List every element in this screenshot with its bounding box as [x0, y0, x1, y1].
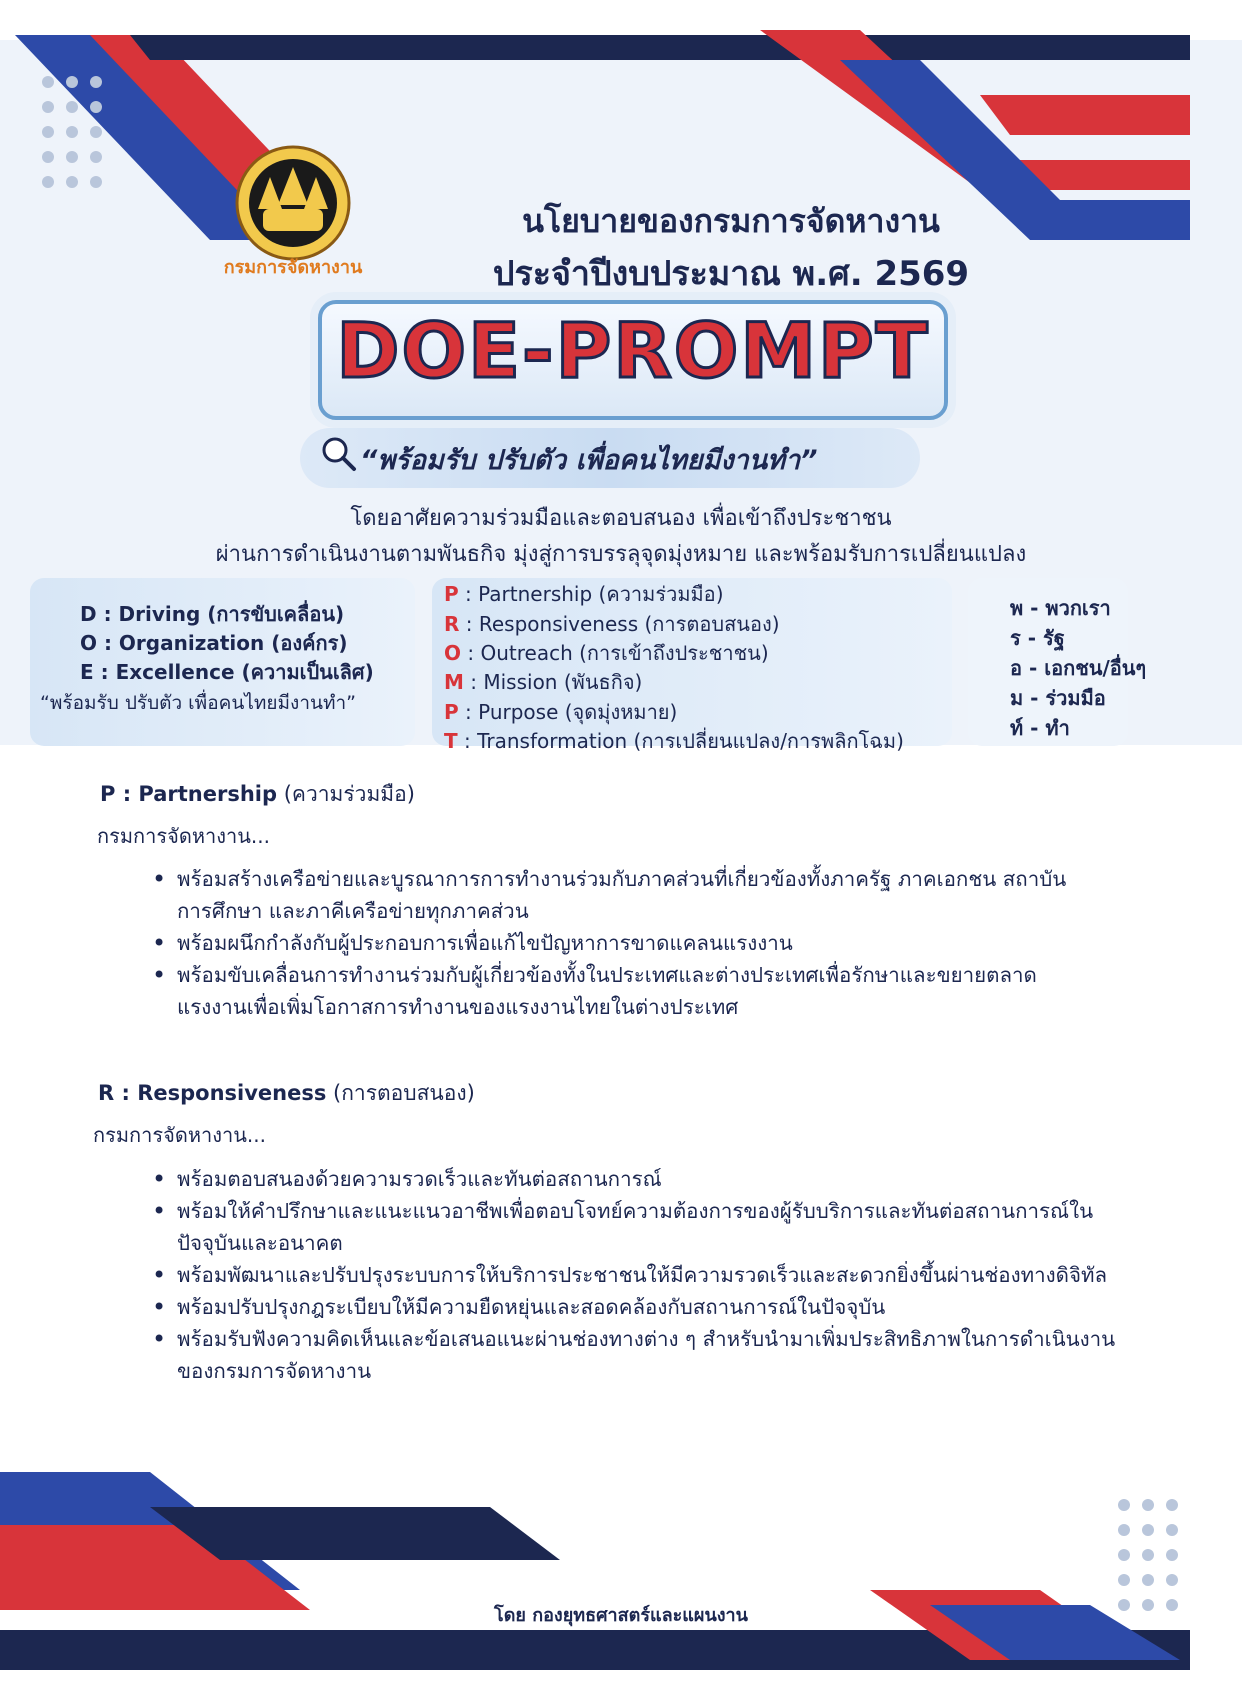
prompt-letter: O	[444, 641, 462, 665]
section-p-heading-bold: P : Partnership	[100, 782, 278, 806]
doe-item-o: O : Organization (องค์กร)	[80, 631, 348, 655]
prompt-text: : Mission (พันธกิจ)	[470, 670, 643, 694]
prompt-item	[444, 725, 904, 757]
prompt-letter: M	[444, 670, 464, 694]
prompt-item	[444, 578, 724, 610]
prompt-letter: T	[444, 729, 458, 753]
section-p-list	[152, 863, 1082, 1023]
title-line-2: ประจำปีงบประมาณ พ.ศ. 2569	[492, 254, 970, 294]
section-p-heading	[100, 778, 415, 811]
acronym-item: ท์ - ทำ	[1010, 716, 1070, 740]
list-item: • พร้อมพัฒนาและปรับปรุงระบบการให้บริการประชาชนให้มีความรวดเร็วและสะดวกยิ่งขึ้นผ่านช่องทางดิจิทัล	[152, 1259, 1142, 1291]
section-r-heading-rest: (การตอบสนอง)	[326, 1081, 475, 1105]
acronym-item: ม - ร่วมมือ	[1010, 686, 1106, 710]
acronym-item: อ - เอกชน/อื่นๆ	[1010, 656, 1147, 680]
doe-item-e: E : Excellence (ความเป็นเลิศ)	[80, 660, 374, 684]
doe-item-d: D : Driving (การขับเคลื่อน)	[80, 602, 345, 626]
section-r-heading	[98, 1077, 475, 1110]
prompt-text: : Transformation (การเปลี่ยนแปลง/การพลิกโฉม)	[464, 729, 904, 753]
intro-line-1: โดยอาศัยความร่วมมือและตอบสนอง เพื่อเข้าถึงประชาชน	[350, 506, 892, 531]
acronym-item: พ - พวกเรา	[1010, 596, 1111, 620]
section-p-sub: กรมการจัดหางาน...	[97, 824, 270, 848]
section-r-heading-bold: R : Responsiveness	[98, 1081, 327, 1105]
prompt-letter: P	[444, 700, 459, 724]
section-r-sub: กรมการจัดหางาน...	[93, 1123, 266, 1147]
prompt-text: : Responsiveness (การตอบสนอง)	[465, 612, 780, 636]
footer-credit: โดย กองยุทธศาสตร์และแผนงาน	[494, 1605, 748, 1626]
list-item: • พร้อมปรับปรุงกฎระเบียบให้มีความยืดหยุ่นและสอดคล้องกับสถานการณ์ในปัจจุบัน	[152, 1291, 1142, 1323]
slogan: “พร้อมรับ ปรับตัว เพื่อคนไทยมีงานทำ”	[360, 445, 818, 476]
logo-text: กรมการจัดหางาน	[223, 257, 363, 278]
prompt-text: : Partnership (ความร่วมมือ)	[465, 582, 724, 606]
magnifier-icon	[318, 434, 358, 474]
list-item: • พร้อมให้คำปรึกษาและแนะแนวอาชีพเพื่อตอบโจทย์ความต้องการของผู้รับบริการและทันต่อสถานการณ์ในปัจจุบันและอนาคต	[152, 1195, 1142, 1259]
title-line-1: นโยบายของกรมการจัดหางาน	[522, 202, 940, 240]
left-panel-slogan: “พร้อมรับ ปรับตัว เพื่อคนไทยมีงานทำ”	[40, 692, 357, 714]
list-item: • พร้อมผนึกกำลังกับผู้ประกอบการเพื่อแก้ไขปัญหาการขาดแคลนแรงงาน	[152, 927, 1082, 959]
prompt-item	[444, 608, 780, 640]
list-item: • พร้อมตอบสนองด้วยความรวดเร็วและทันต่อสถานการณ์	[152, 1163, 1142, 1195]
prompt-item	[444, 637, 769, 669]
footer-decoration	[0, 1460, 1242, 1701]
section-p-heading-rest: (ความร่วมมือ)	[277, 782, 415, 806]
prompt-letter: R	[444, 612, 460, 636]
prompt-letter: P	[444, 582, 459, 606]
list-item: • พร้อมรับฟังความคิดเห็นและข้อเสนอแนะผ่านช่องทางต่าง ๆ สำหรับนำมาเพิ่มประสิทธิภาพในการดำเนินงานของกรมการจัดหางาน	[152, 1323, 1142, 1387]
acronym-item: ร - รัฐ	[1010, 626, 1065, 650]
prompt-text: : Purpose (จุดมุ่งหมาย)	[465, 700, 678, 724]
brand-title: DOE-PROMPT	[336, 306, 930, 395]
list-item: • พร้อมขับเคลื่อนการทำงานร่วมกับผู้เกี่ยวข้องทั้งในประเทศและต่างประเทศเพื่อรักษาและขยายตลาดแรงงานเพื่อเพิ่มโอกาสการทำงานของแรงงานไทยในต่างประเทศ	[152, 959, 1082, 1023]
section-r-list	[152, 1163, 1142, 1387]
list-item: • พร้อมสร้างเครือข่ายและบูรณาการการทำงานร่วมกับภาคส่วนที่เกี่ยวข้องทั้งภาครัฐ ภาคเอกชน สถาบันการศึกษา และภาคีเครือข่ายทุกภาคส่วน	[152, 863, 1082, 927]
intro-line-2: ผ่านการดำเนินงานตามพันธกิจ มุ่งสู่การบรรลุจุดมุ่งหมาย และพร้อมรับการเปลี่ยนแปลง	[215, 542, 1027, 567]
prompt-item	[444, 666, 642, 698]
prompt-text: : Outreach (การเข้าถึงประชาชน)	[467, 641, 769, 665]
prompt-item	[444, 696, 677, 728]
